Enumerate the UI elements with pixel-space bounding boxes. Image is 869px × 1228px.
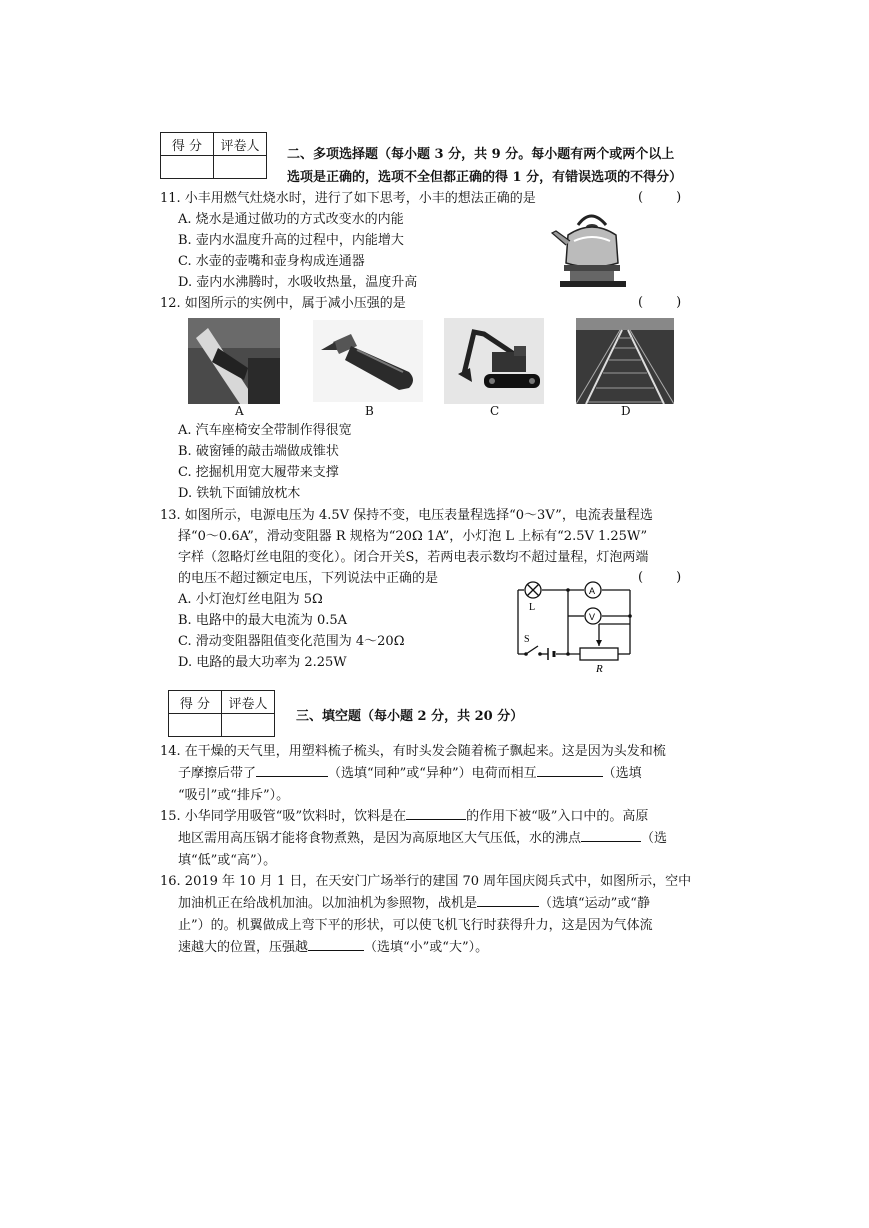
q16-line2 bbox=[178, 894, 650, 914]
q12-option-d: D. 铁轨下面铺放枕木 bbox=[178, 486, 301, 501]
q16-line1: 16. 2019 年 10 月 1 日，在天安门广场举行的建国 70 周年国庆阅兵式中，如图所示，空中 bbox=[160, 874, 692, 889]
q16-blank-1[interactable] bbox=[477, 894, 539, 907]
q16-text-c: 速越大的位置，压强越 bbox=[178, 940, 309, 955]
q14-text-c: （选填 bbox=[602, 766, 642, 781]
q14-line2 bbox=[178, 764, 642, 784]
q13-option-b: B. 电路中的最大电流为 0.5A bbox=[178, 613, 348, 628]
score-table-section3 bbox=[168, 690, 275, 737]
circuit-label-rheostat: R bbox=[596, 663, 603, 675]
q13-line1: 13. 如图所示，电源电压为 4.5V 保持不变，电压表量程选择“0～3V”，电流表量程选 bbox=[160, 508, 653, 523]
q12-caption-b: B bbox=[365, 404, 374, 418]
q12-option-c: C. 挖掘机用宽大履带来支撑 bbox=[178, 465, 339, 480]
q13-option-c: C. 滑动变阻器阻值变化范围为 4～20Ω bbox=[178, 634, 405, 649]
q12-stem: 12. 如图所示的实例中，属于减小压强的是 bbox=[160, 296, 406, 311]
railway-track-photo bbox=[576, 318, 674, 404]
q15-text-a: 15. 小华同学用吸管“吸”饮料时，饮料是在 bbox=[160, 809, 407, 824]
section3-title: 三、填空题（每小题 2 分，共 20 分） bbox=[296, 709, 524, 724]
grader-label: 评卷人 bbox=[222, 691, 275, 714]
q15-text-d: （选 bbox=[641, 831, 668, 846]
window-hammer-photo bbox=[313, 320, 423, 402]
q12-caption-d: D bbox=[621, 404, 631, 418]
q15-blank-2[interactable] bbox=[581, 829, 641, 842]
q11-option-a: A. 烧水是通过做功的方式改变水的内能 bbox=[178, 212, 404, 227]
grader-cell bbox=[214, 156, 267, 179]
q16-text-d: （选填“小”或“大”）。 bbox=[364, 940, 489, 955]
q13-line4: 的电压不超过额定电压，下列说法中正确的是 bbox=[178, 571, 439, 586]
q15-text-c: 地区需用高压锅才能将食物煮熟，是因为高原地区大气压低，水的沸点 bbox=[178, 831, 582, 846]
score-label: 得 分 bbox=[169, 691, 222, 714]
q14-text-b: （选填“同种”或“异种”）电荷而相互 bbox=[328, 766, 537, 781]
q16-line3: 止”）的。机翼做成上弯下平的形状，可以使飞机飞行时获得升力，这是因为气体流 bbox=[178, 918, 653, 933]
score-label: 得 分 bbox=[161, 133, 214, 156]
q14-line1: 14. 在干燥的天气里，用塑料梳子梳头，有时头发会随着梳子飘起来。这是因为头发和梳 bbox=[160, 744, 666, 759]
section2-title-line1: 二、多项选择题（每小题 3 分，共 9 分。每小题有两个或两个以上 bbox=[287, 147, 675, 162]
score-cell bbox=[169, 714, 222, 737]
q13-line3: 字样（忽略灯丝电阻的变化）。闭合开关S，若两电表示数均不超过量程，灯泡两端 bbox=[178, 550, 649, 565]
q13-option-d: D. 电路的最大功率为 2.25W bbox=[178, 655, 347, 670]
q15-line2 bbox=[178, 829, 667, 849]
grader-cell bbox=[222, 714, 275, 737]
circuit-label-switch: S bbox=[524, 634, 530, 645]
grader-label: 评卷人 bbox=[214, 133, 267, 156]
q12-caption-c: C bbox=[490, 404, 500, 418]
q15-line3: 填“低”或“高”）。 bbox=[178, 853, 277, 868]
q12-answer-paren: ( ) bbox=[638, 295, 682, 310]
q11-option-b: B. 壶内水温度升高的过程中，内能增大 bbox=[178, 233, 404, 248]
q11-option-d: D. 壶内水沸腾时，水吸收热量，温度升高 bbox=[178, 275, 418, 290]
excavator-photo bbox=[444, 318, 544, 404]
q12-option-a: A. 汽车座椅安全带制作得很宽 bbox=[178, 423, 352, 438]
q11-stem: 11. 小丰用燃气灶烧水时，进行了如下思考，小丰的想法正确的是 bbox=[160, 191, 536, 206]
q11-option-c: C. 水壶的壶嘴和壶身构成连通器 bbox=[178, 254, 365, 269]
q16-text-a: 加油机正在给战机加油。以加油机为参照物，战机是 bbox=[178, 896, 478, 911]
q14-line3: “吸引”或“排斥”）。 bbox=[178, 788, 290, 803]
circuit-label-voltmeter: V bbox=[589, 612, 596, 622]
section2-title-line2: 选项是正确的，选项不全但都正确的得 1 分，有错误选项的不得分） bbox=[287, 170, 683, 185]
q15-text-b: 的作用下被“吸”入口中的。高原 bbox=[466, 809, 649, 824]
q14-blank-2[interactable] bbox=[537, 764, 603, 777]
q13-option-a: A. 小灯泡灯丝电阻为 5Ω bbox=[178, 592, 323, 607]
q12-caption-a: A bbox=[235, 404, 244, 418]
score-table-section2 bbox=[160, 132, 267, 179]
circuit-label-lamp: L bbox=[529, 602, 536, 613]
q16-line4 bbox=[178, 938, 488, 958]
q14-blank-1[interactable] bbox=[256, 764, 328, 777]
q12-option-b: B. 破窗锤的敲击端做成锥状 bbox=[178, 444, 339, 459]
q15-blank-1[interactable] bbox=[406, 807, 466, 820]
q16-text-b: （选填“运动”或“静 bbox=[539, 896, 650, 911]
kettle-stove-image bbox=[548, 205, 634, 289]
q14-text-a: 子摩擦后带了 bbox=[178, 766, 257, 781]
q11-answer-paren: ( ) bbox=[638, 190, 682, 205]
score-cell bbox=[161, 156, 214, 179]
q16-blank-2[interactable] bbox=[308, 938, 364, 951]
circuit-diagram bbox=[498, 576, 648, 676]
q13-answer-paren: ( ) bbox=[638, 570, 682, 585]
seatbelt-photo bbox=[188, 318, 280, 404]
circuit-label-ammeter: A bbox=[589, 586, 596, 596]
q15-line1 bbox=[160, 807, 648, 827]
q13-line2: 择“0～0.6A”，滑动变阻器 R 规格为“20Ω 1A”，小灯泡 L 上标有“2.5V 1.25W” bbox=[178, 529, 648, 544]
